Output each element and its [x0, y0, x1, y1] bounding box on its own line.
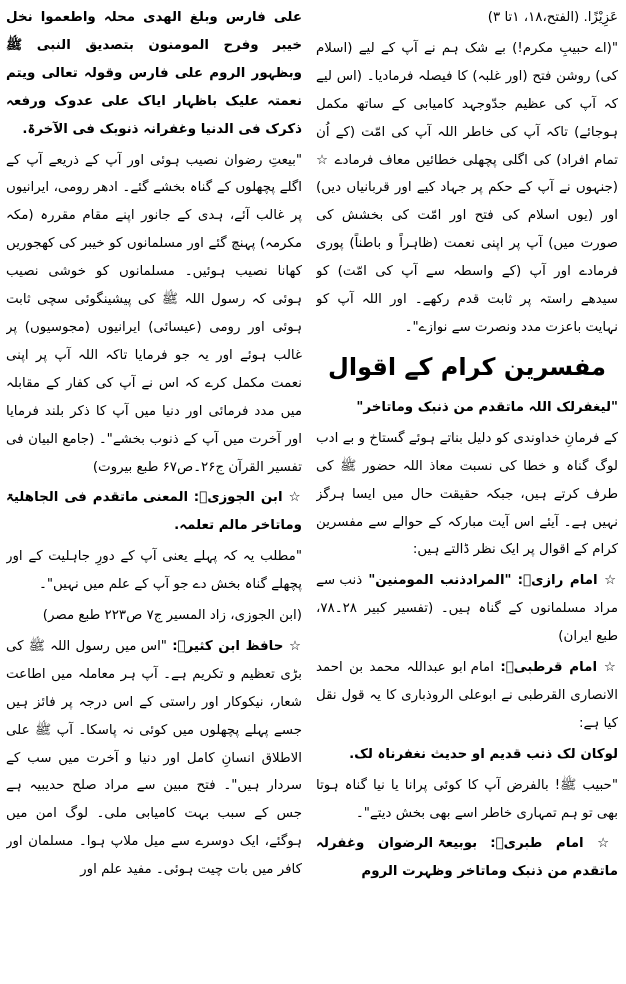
kathir-label: ☆ حافظ ابن کثیرؒ: [172, 638, 302, 654]
tabari-entry [316, 830, 618, 886]
jawzi-translation: "مطلب یہ کہ پہلے یعنی آپ کے دورِ جاہلیت کے اور پچھلے گناہ بخش دے جو آپ کے علم میں نہیں"۔ [6, 549, 302, 593]
translation-paragraph-left: "بیعتِ رضوان نصیب ہوئی اور آپ کے ذریعے آپ کے اگلے پچھلوں کے گناہ بخشے گئے۔ ادھر رومی، ایرانیوں پر غالب آئے، ہدی کے جانور اپنے مقام مقررہ (مکہ مکرمہ) پہنچ گئے اور مسلمانوں کو خیبر کی کھجوریں کھانا نصیب ہوئیں۔ مسلمانوں کو خوشی نصیب ہوئی کہ رسول اللہ ﷺ کی پیشینگوئی سچی ثابت ہوئی اور رومی (عیسائی) ایرانیوں (مجوسیوں) پر غالب ہوئے اور یہ جو فرمایا تاکہ اللہ آپ پر اپنی نعمت مکمل کرے کہ اس نے آپ کی کفار کے مقابلہ میں مدد فرمائی اور دنیا میں آپ کا ذکر بلند فرمایا اور آخرت میں آپ کے ذنوب بخشے"۔ (جامع البیان فی تفسیر القرآن ج۲۶۔ص۶۷ طبع بیروت) [6, 152, 302, 475]
tabari-label: ☆ امام طبریؒ: [490, 836, 618, 852]
qurtubi-label: ☆ امام قرطبیؒ: [500, 660, 618, 676]
section-heading: مفسرین کرام کے اقوال [328, 352, 606, 381]
verse-reference: عَزِیْزًا. (الفتح،۱۸، ۱تا ۳) [487, 10, 618, 25]
arabic-verse-quote: "لیغفرلک اللہ ماتقدم من ذنبک وماتاخر" [356, 399, 618, 415]
razi-label: ☆ امام رازیؒ: [517, 573, 618, 589]
jawzi-reference: (ابن الجوزی، زاد المسیر ج۷ ص۲۲۳ طبع مصر) [42, 608, 302, 624]
razi-text: ذنب سے مراد مسلمانوں کے گناہ ہیں۔ (تفسیر کبیر ۲۸۔۷۸، طبع ایران) [316, 573, 618, 645]
right-column [316, 4, 618, 980]
translation-paragraph: "(اے حبیبِ مکرم!) بے شک ہم نے آپ کے لیے (اسلام کی) روشن فتح (اور غلبہ) کا فیصلہ فرمادیا۔ (اس لیے کہ آپ کی عظیم جدّوجہد کامیابی کے ساتھ مکمل ہوجائے) تاکہ آپ کی خاطر اللہ آپ کی امّت (کے اُن تمام افراد) کی اگلی پچھلی خطائیں معاف فرمادے ☆ (جنہوں نے آپ کے حکم پر جہاد کیے اور قربانیاں دیں) اور (یوں اسلام کی فتح اور امّت کی بخشش کی صورت میں) آپ پر اپنی نعمت (ظاہراً و باطناً) پوری فرمادے اور آپ (کے واسطہ سے آپ کی امّت) کو سیدھے راستہ پر ثابت قدم رکھے۔ اور اللہ آپ کو نہایت باعزت مدد ونصرت سے نوازے"۔ [316, 40, 618, 335]
razi-entry [316, 567, 618, 651]
jawzi-entry [6, 484, 302, 540]
razi-arabic: "المرادذنب المومنین" [368, 573, 512, 589]
kathir-text: "اس میں رسول اللہ ﷺ کی بڑی تعظیم و تکریم ہے۔ آپ ہر معاملہ میں اطاعت شعار، نیکوکار اور راستی کے اس درجہ پر فائز ہیں جسے پہلے پچھلوں میں کوئی نہ پاسکا۔ آپ ﷺ علی الاطلاق انسانِ کامل اور دنیا و آخرت میں سب کے سردار ہیں"۔ فتح مبین سے مراد صلح حدیبیہ ہے جس کے سبب بہت کامیابی ملی۔ لوگ امن میں ہوگئے، ایک دوسرے سے میل ملاپ ہوا۔ مسلمان اور کافر میں بات چیت ہوئی۔ مفید علم اور [6, 638, 302, 878]
jawzi-label: ☆ ابن الجوزیؒ: [193, 490, 302, 506]
left-column [6, 4, 302, 980]
qurtubi-arabic: لوکان لک ذنب قدیم او حدیث نغفرناہ لک. [349, 746, 618, 762]
intro-paragraph: کے فرمانِ خداوندی کو دلیل بناتے ہوئے گستاخ و بے ادب لوگ گناہ و خطا کی نسبت معاذ اللہ حضور ﷺ کی طرف کرتے ہیں، جبکہ حقیقت حال میں ایسا ہرگز نہیں ہے۔ آیئے اس آیت مبارکہ کے حوالے سے مفسرین کرام کے اقوال پر ایک نظر ڈالتے ہیں: [316, 430, 618, 558]
arabic-continuation: علی فارس وبلغ الھدی محلہ واطعموا نخل خیبر وفرح المومنون بتصدیق النبی ﷺ وبظہور الروم علی فارس وقولہ تعالی ویتم نعمتہ علیک باظہار ایاک علی عدوک ورفعہ ذکرک فی الدنیا وغفرانہ ذنوبک فی الآخرۃ. [6, 10, 302, 137]
tabari-arabic: بوبیعۃ الرضوان وغفرلہ ماتقدم من ذنبک وماتاخر وظہرت الروم [316, 836, 618, 880]
kathir-entry [6, 633, 302, 884]
qurtubi-text: امام ابو عبداللہ محمد بن احمد الانصاری القرطبی نے ابوعلی الروذباری کا یہ قول نقل کیا ہے: [316, 660, 618, 731]
qurtubi-translation: "حبیب ﷺ! بالفرض آپ کا کوئی پرانا یا نیا گناہ ہوتا بھی تو ہم تمہاری خاطر اسے بھی بخش دیتے"۔ [316, 777, 618, 821]
qurtubi-entry [316, 654, 618, 738]
jawzi-arabic: المعنی ماتقدم فی الجاھلیۃ وماتاخر مالم تعلمہ. [6, 490, 302, 534]
